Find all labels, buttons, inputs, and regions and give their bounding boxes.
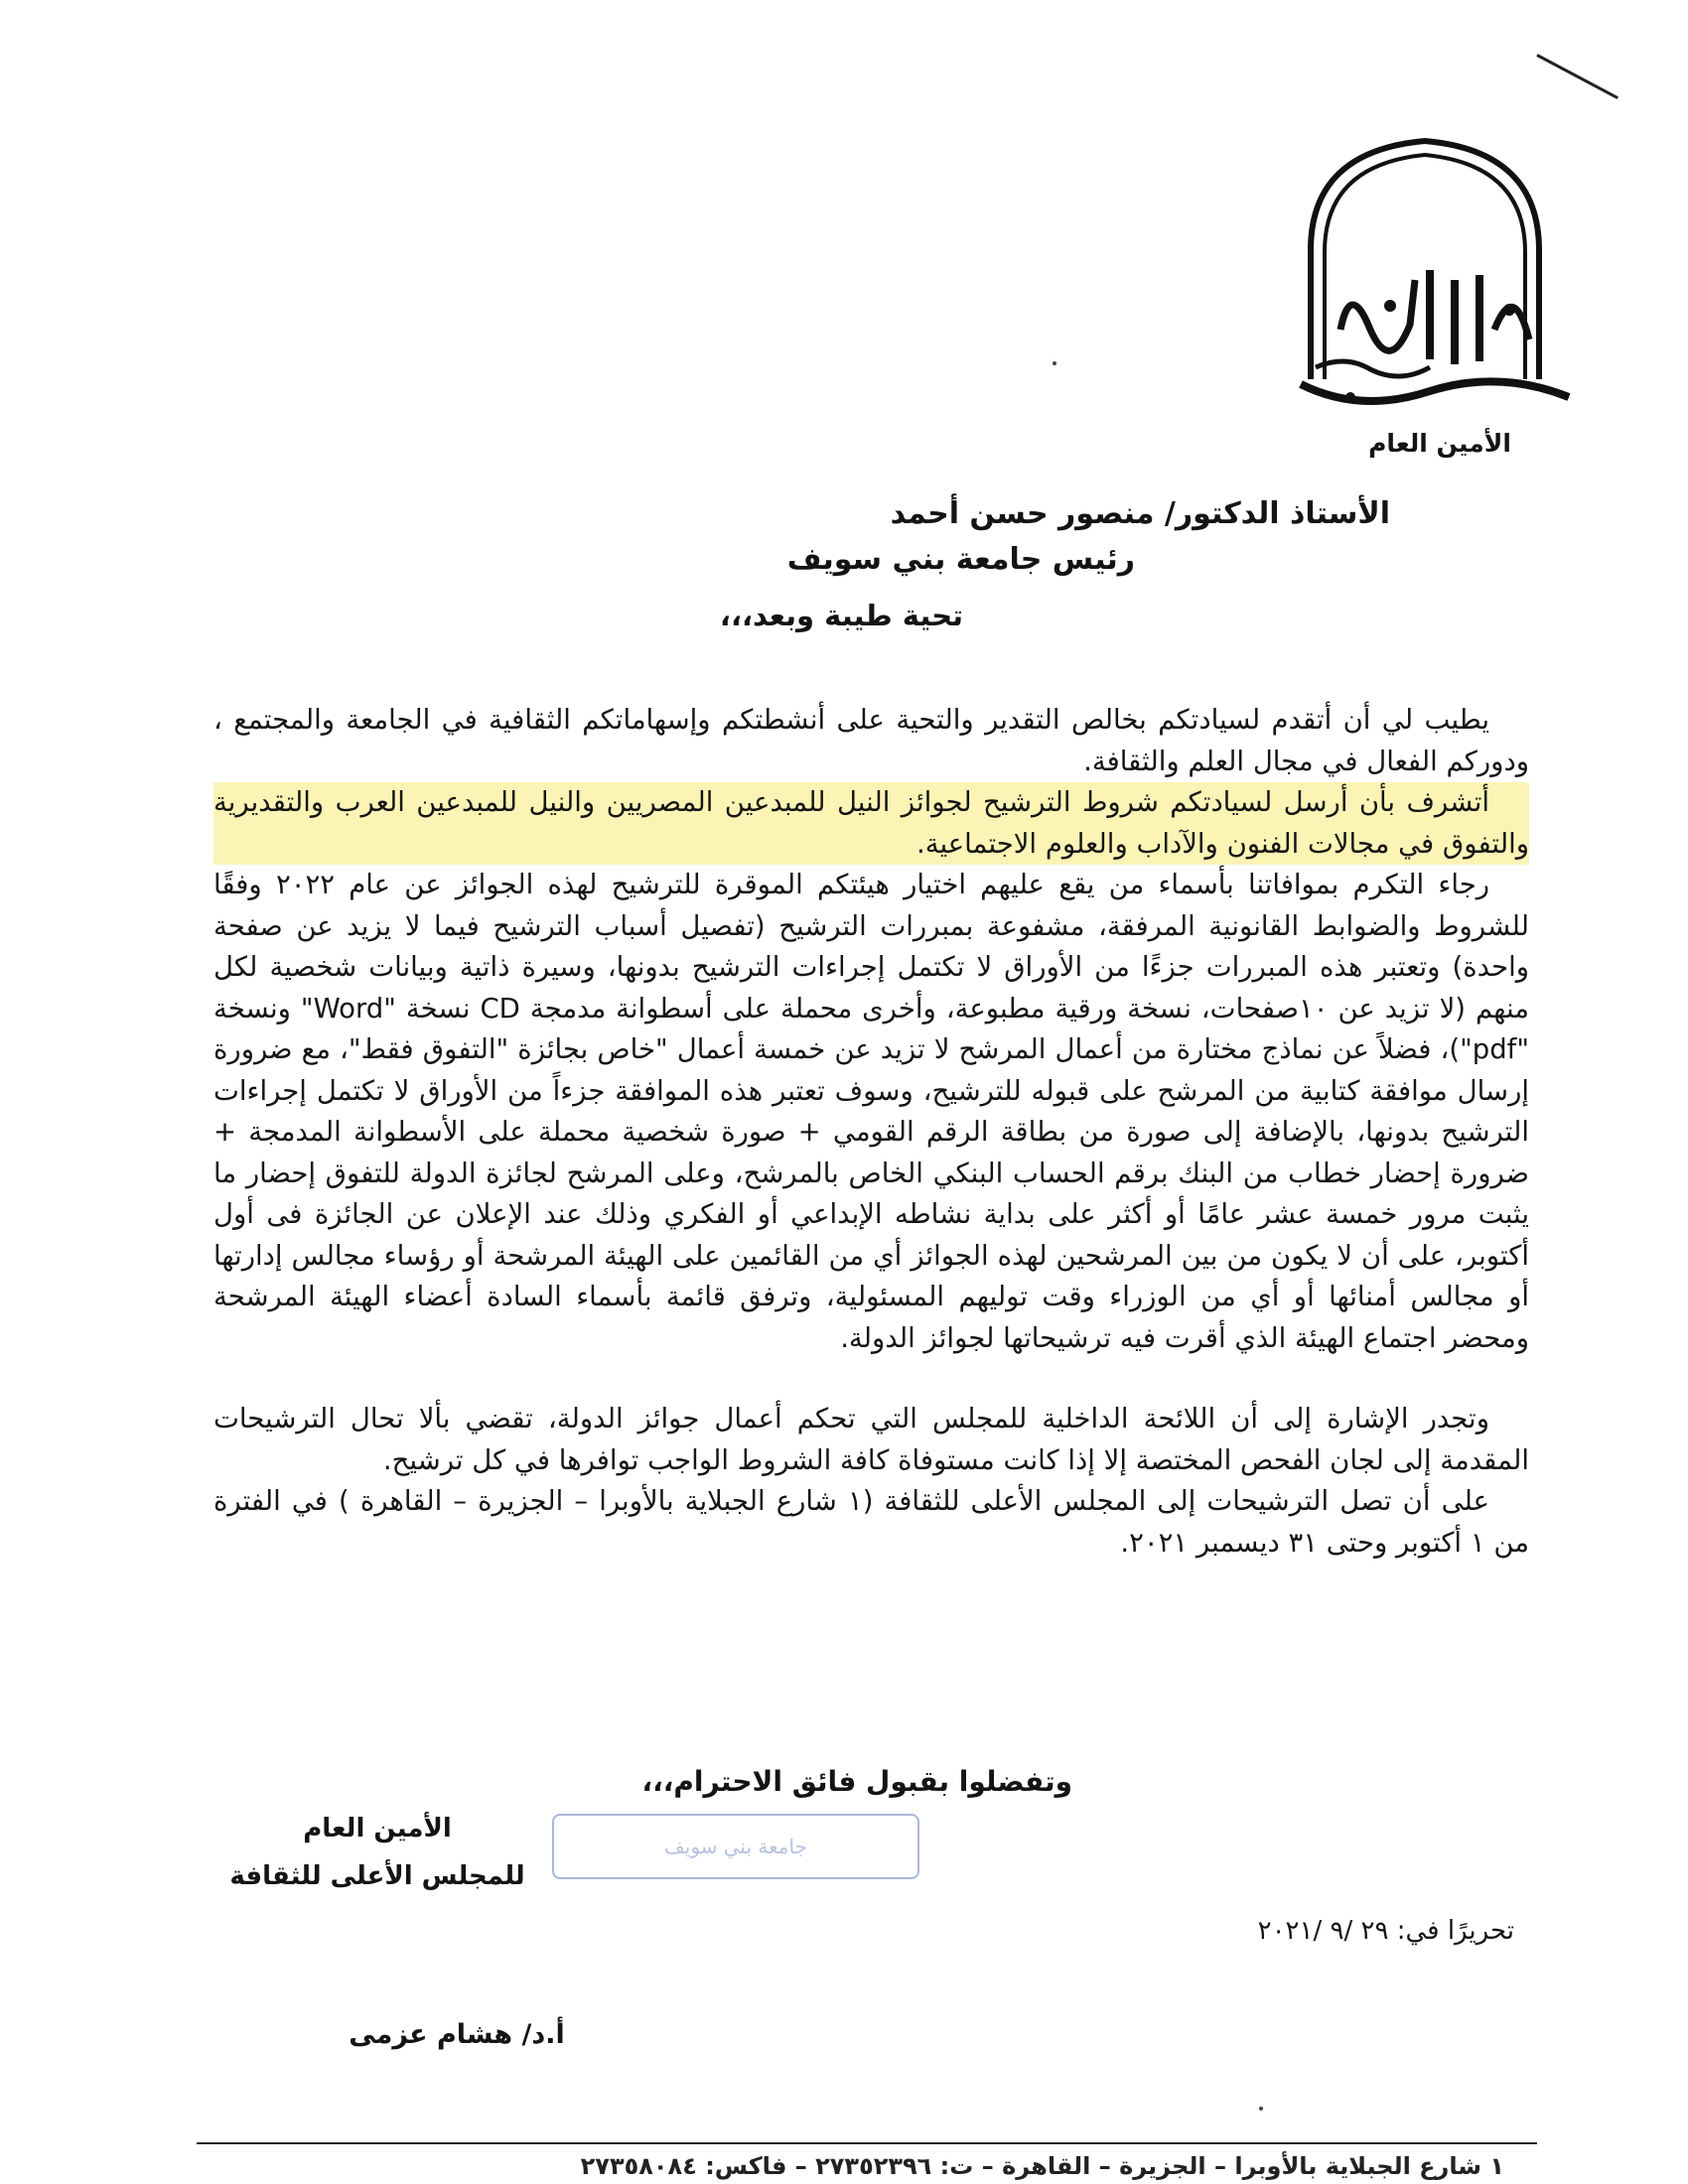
signer-name: أ.د/ هشام عزمى xyxy=(349,2019,565,2050)
supreme-council-for-culture-logo xyxy=(1281,131,1589,429)
addressee-block xyxy=(0,491,1390,583)
signature-line-1: الأمين العام xyxy=(303,1814,452,1843)
office-label: الأمين العام xyxy=(1368,429,1511,458)
body-paragraph-2: أتشرف بأن أرسل لسيادتكم شروط الترشيح لجوائز النيل للمبدعين المصريين والنيل للمبدعين العرب والتقديرية والتفوق في مجالات الفنون والآداب والعلوم الاجتماعية. xyxy=(213,782,1529,865)
signature-title-block xyxy=(218,1805,536,1900)
letter-body xyxy=(213,700,1529,1564)
footer-address: ١ شارع الجبلاية بالأوبرا – الجزيرة – القاهرة – ت: ٢٧٣٥٢٣٩٦ – فاكس: ٢٧٣٥٨٠٨٤ xyxy=(580,2152,1504,2180)
body-paragraph-4: وتجدر الإشارة إلى أن اللائحة الداخلية للمجلس التي تحكم أعمال جوائز الدولة، تقضي بألا تحال الترشيحات المقدمة إلى لجان الفحص المختصة إلا إذا كانت مستوفاة كافة الشروط الواجب توافرها في كل ترشيح. xyxy=(213,1403,1529,1476)
closing-line: وتفضلوا بقبول فائق الاحترام،،، xyxy=(641,1765,1072,1798)
body-paragraph-1: يطيب لي أن أتقدم لسيادتكم بخالص التقدير والتحية على أنشطتكم وإسهاماتكم الثقافية في الجامعة والمجتمع ، ودوركم الفعال في مجال العلم والثقافة. xyxy=(213,704,1529,777)
pen-stroke-mark xyxy=(1536,54,1618,99)
greeting: تحية طيبة وبعد،،، xyxy=(719,599,963,632)
scan-speck xyxy=(1053,361,1056,365)
body-paragraph-5: على أن تصل الترشيحات إلى المجلس الأعلى للثقافة (١ شارع الجبلاية بالأوبرا – الجزيرة – القاهرة ) في الفترة من ١ أكتوبر وحتى ٣١ ديسمبر ٢٠٢١. xyxy=(213,1485,1529,1559)
footer-divider xyxy=(197,2142,1537,2144)
university-stamp: جامعة بني سويف xyxy=(552,1814,919,1879)
issue-date: تحريرًا في: ٢٩ /٩ /٢٠٢١ xyxy=(1257,1916,1514,1946)
body-paragraph-3: رجاء التكرم بموافاتنا بأسماء من يقع عليهم اختيار هيئتكم الموقرة للترشيح لهذه الجوائز عن عام ٢٠٢٢ وفقًا للشروط والضوابط القانونية المرفقة، مشفوعة بمبررات الترشيح (تفصيل أسباب الترشيح فيما لا يزيد عن صفحة واحدة) وتعتبر هذه المبررات جزءًا من الأوراق لا تكتمل إجراءات الترشيح بدونها، وسيرة ذاتية وبيانات شخصية لكل منهم (لا تزيد عن ١٠صفحات، نسخة ورقية مطبوعة، وأخرى محملة على أسطوانة مدمجة CD نسخة "Word" ونسخة "pdf")، فضلاً عن نماذج مختارة من أعمال المرشح لا تزيد عن خمسة أعمال "خاص بجائزة "التفوق فقط"، مع ضرورة إرسال موافقة كتابية من المرشح على قبوله للترشيح، وسوف تعتبر هذه الموافقة جزءاً من الأوراق لا تكتمل إجراءات الترشيح بدونها، بالإضافة إلى صورة من بطاقة الرقم القومي + صورة شخصية محملة على الأسطوانة المدمجة + ضرورة إحضار خطاب من البنك برقم الحساب البنكي الخاص بالمرشح، وعلى المرشح لجائزة الدولة للتفوق إحضار ما يثبت مرور خمسة عشر عامًا أو أكثر على بداية نشاطه الإبداعي أو الفكري وذلك عند الإعلان عن الجائزة فى أول أكتوبر، على أن لا يكون من بين المرشحين لهذه الجوائز أي من القائمين على الهيئة المرشحة أو رؤساء مجالس إدارتها أو مجالس أمنائها أو أي من الوزراء وقت توليهم المسئولية، وترفق قائمة بأسماء السادة أعضاء الهيئة المرشحة ومحضر اجتماع الهيئة الذي أقرت فيه ترشيحاتها لجوائز الدولة. xyxy=(213,869,1529,1354)
addressee-title: رئيس جامعة بني سويف xyxy=(786,542,1135,577)
signature-line-2: للمجلس الأعلى للثقافة xyxy=(229,1861,525,1891)
addressee-name: الأستاذ الدكتور/ منصور حسن أحمد xyxy=(890,496,1390,531)
scan-speck xyxy=(1259,2107,1263,2111)
